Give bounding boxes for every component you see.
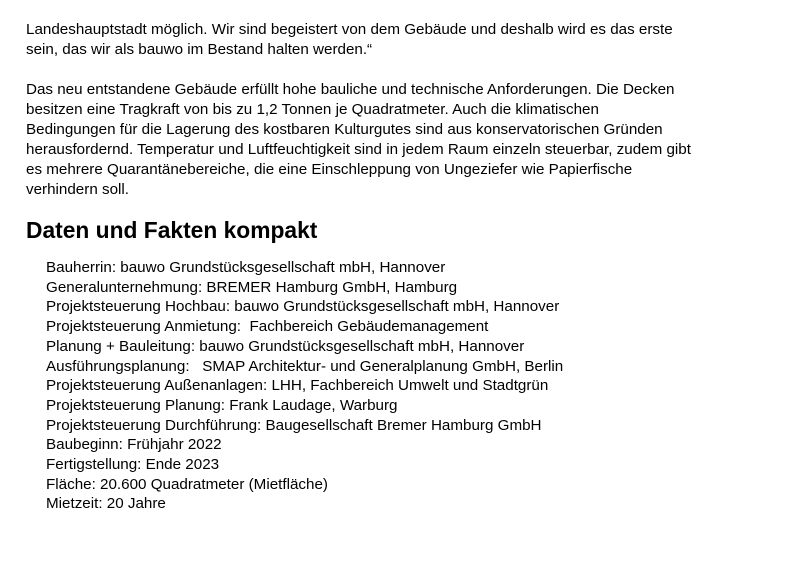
fact-item: Mietzeit: 20 Jahre	[46, 495, 166, 513]
fact-item: Baubeginn: Frühjahr 2022	[46, 436, 222, 454]
document-page	[26, 20, 786, 514]
fact-item: Generalunternehmung: BREMER Hamburg GmbH, Hamburg	[46, 278, 458, 296]
fact-item: Projektsteuerung Planung: Frank Laudage, Warburg	[46, 396, 398, 414]
fact-item: Projektsteuerung Durchführung: Baugesellschaft Bremer Hamburg GmbH	[46, 416, 542, 434]
fact-item: Fläche: 20.600 Quadratmeter (Mietfläche)	[46, 475, 328, 493]
fact-item: Ausführungsplanung: SMAP Architektur- und Generalplanung GmbH, Berlin	[46, 357, 564, 375]
fact-item: Planung + Bauleitung: bauwo Grundstücksgesellschaft mbH, Hannover	[46, 337, 525, 355]
facts-list	[26, 258, 786, 514]
fact-item: Fertigstellung: Ende 2023	[46, 456, 220, 474]
fact-item: Projektsteuerung Anmietung: Fachbereich Gebäudemanagement	[46, 318, 489, 336]
fact-item: Bauherrin: bauwo Grundstücksgesellschaft mbH, Hannover	[46, 259, 446, 276]
fact-item: Projektsteuerung Hochbau: bauwo Grundstücksgesellschaft mbH, Hannover	[46, 298, 560, 316]
paragraph-building-requirements: Das neu entstandene Gebäude erfüllt hohe bauliche und technische Anforderungen. Die Decken besitzen eine Tragkraft von bis zu 1,2 Tonnen je Quadratmeter. Auch die klimatischen Bedingungen für die Lagerung des kostbaren Kulturgutes sind aus konservatorischen Gründen herausfordernd. Temperatur und Luftfeuchtigkeit sind in jedem Raum einzeln steuerbar, zudem gibt es mehrere Quarantänebereiche, die eine Einschleppung von Ungeziefer wie Papierfische verhindern soll.	[26, 81, 691, 198]
paragraph-quote-end: Landeshauptstadt möglich. Wir sind begeistert von dem Gebäude und deshalb wird es das erste sein, das wir als bauwo im Bestand halten werden.“	[26, 21, 673, 58]
facts-heading: Daten und Fakten kompakt	[26, 217, 318, 243]
fact-item: Projektsteuerung Außenanlagen: LHH, Fachbereich Umwelt und Stadtgrün	[46, 377, 549, 395]
